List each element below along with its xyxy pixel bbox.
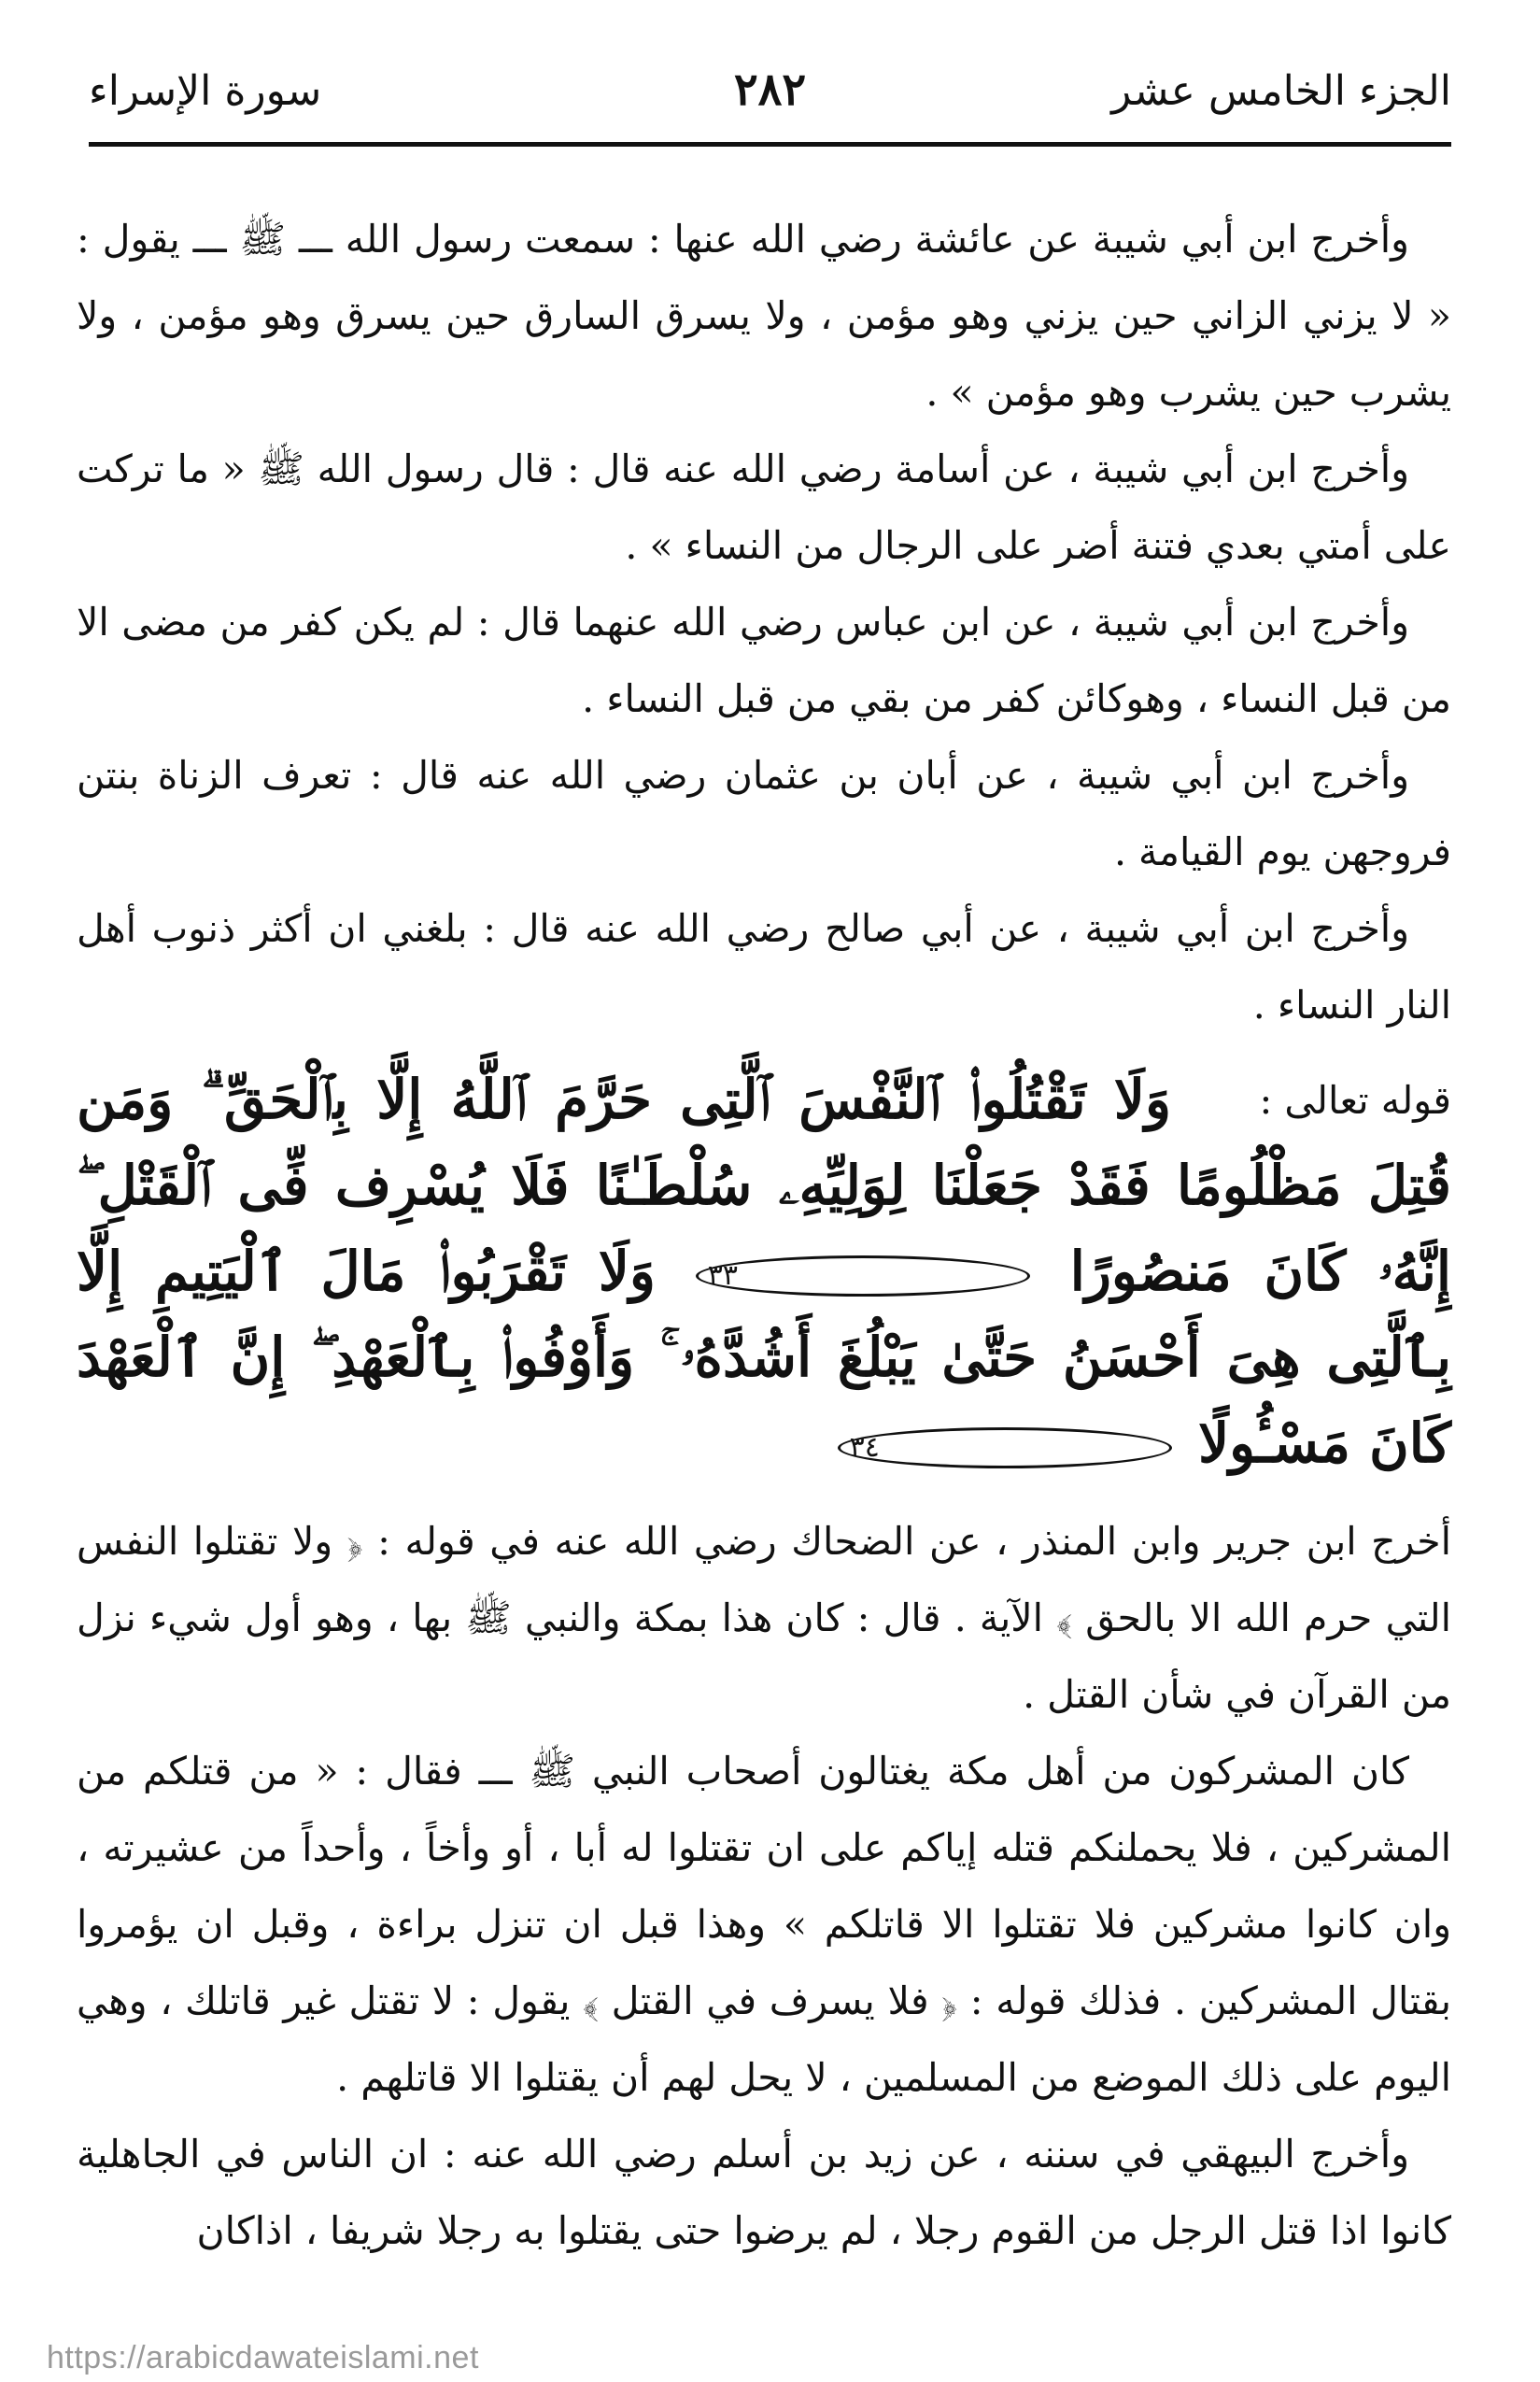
header-surah-title: سورة الإسراء bbox=[89, 67, 322, 115]
header-part-title: الجزء الخامس عشر bbox=[1111, 67, 1451, 115]
quran-verse-text bbox=[77, 1056, 1451, 1486]
header-divider bbox=[89, 142, 1451, 147]
verse-33-text: وَلَا تَقْتُلُوا۟ ٱلنَّفْسَ ٱلَّتِى حَرَّمَ ٱللَّهُ إِلَّا بِٱلْحَقِّ ۗ وَمَن قُتِلَ مَظْلُومًا فَقَدْ جَعَلْنَا لِوَلِيِّهِۦ سُلْطَـٰنًا فَلَا يُسْرِف فِّى ٱلْقَتْلِ ۖ إِنَّهُۥ كَانَ مَنصُورًا bbox=[77, 1068, 1451, 1303]
paragraph-mushrikun-narrative: كان المشركون من أهل مكة يغتالون أصحاب النبي ﷺ ـــ فقال : « من قتلكم من المشركين ، فلا يحملنكم قتله إياكم على ان تقتلوا له أبا ، أو وأخاً ، وأحداً من عشيرته ، وان كانوا مشركين فلا تقتلوا الا قاتلكم » وهذا قبل ان تنزل براءة ، وقبل ان يؤمروا بقتال المشركين . فذلك قوله : ﴿ فلا يسرف في القتل ﴾ يقول : لا تقتل غير قاتلك ، وهي اليوم على ذلك الموضع من المسلمين ، لا يحل لهم أن يقتلوا الا قاتلهم . bbox=[77, 1749, 1451, 2100]
quran-verse-block bbox=[77, 1056, 1451, 1486]
page-number: ٢٨٢ bbox=[733, 64, 807, 116]
source-watermark: https://arabicdawateislami.net bbox=[47, 2340, 479, 2375]
paragraph-bayhaqi-report: وأخرج البيهقي في سننه ، عن زيد بن أسلم رضي الله عنه : ان الناس في الجاهلية كانوا اذا قتل الرجل من القوم رجلا ، لم يرضوا حتى يقتلوا به رجلا شريفا ، اذاكان bbox=[77, 2132, 1451, 2253]
verse-intro-label: قوله تعالى : bbox=[1259, 1078, 1451, 1123]
verse-34-text: وَلَا تَقْرَبُوا۟ مَالَ ٱلْيَتِيمِ إِلَّا بِٱلَّتِى هِىَ أَحْسَنُ حَتَّىٰ يَبْلُغَ أَشُدَّهُۥ ۚ وَأَوْفُوا۟ بِٱلْعَهْدِ ۖ إِنَّ ٱلْعَهْدَ كَانَ مَسْـُٔولًا bbox=[77, 1240, 1451, 1475]
paragraph-ibn-abbas-report: وأخرج ابن أبي شيبة ، عن ابن عباس رضي الله عنهما قال : لم يكن كفر من مضى الا من قبل النساء ، وهوكائن كفر من بقي من قبل النساء . bbox=[77, 600, 1451, 721]
running-header bbox=[89, 58, 1451, 133]
ayah-number-34: ٣٤ bbox=[838, 1427, 1172, 1468]
ayah-number-33: ٣٣ bbox=[696, 1255, 1030, 1297]
paragraph-abu-salih-report: وأخرج ابن أبي شيبة ، عن أبي صالح رضي الله عنه قال : بلغني ان أكثر ذنوب أهل النار النساء . bbox=[77, 906, 1451, 1028]
paragraph-aban-report: وأخرج ابن أبي شيبة ، عن أبان بن عثمان رضي الله عنه قال : تعرف الزناة بنتن فروجهن يوم القيامة . bbox=[77, 753, 1451, 874]
paragraph-dahhak-tafsir: أخرج ابن جرير وابن المنذر ، عن الضحاك رضي الله عنه في قوله : ﴿ ولا تقتلوا النفس التي حرم الله الا بالحق ﴾ الآية . قال : كان هذا بمكة والنبي ﷺ بها ، وهو أول شيء نزل من القرآن في شأن القتل . bbox=[77, 1519, 1451, 1717]
paragraph-usama-hadith: وأخرج ابن أبي شيبة ، عن أسامة رضي الله عنه قال : قال رسول الله ﷺ « ما تركت على أمتي بعدي فتنة أضر على الرجال من النساء » . bbox=[77, 447, 1451, 568]
paragraph-aisha-hadith: وأخرج ابن أبي شيبة عن عائشة رضي الله عنها : سمعت رسول الله ـــ ﷺ ـــ يقول : « لا يزني الزاني حين يزني وهو مؤمن ، ولا يسرق السارق حين يسرق وهو مؤمن ، ولا يشرب حين يشرب وهو مؤمن » . bbox=[77, 217, 1451, 415]
page-body bbox=[77, 201, 1451, 2269]
